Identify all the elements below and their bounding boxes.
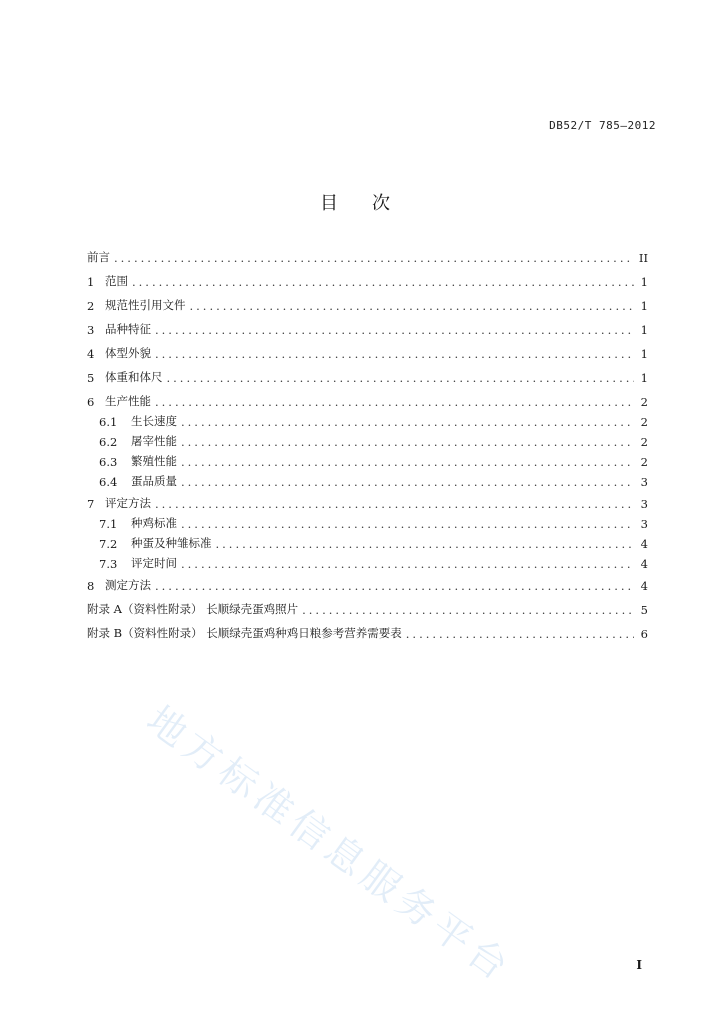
toc-entry-number: 6.1: [99, 415, 118, 429]
leader-dots: [181, 435, 634, 449]
leader-dots: [155, 497, 634, 511]
toc-entry-page: 6: [640, 627, 648, 641]
toc-entry-label: 屠宰性能: [131, 434, 177, 448]
toc-entry-label: 生产性能: [105, 394, 151, 408]
table-of-contents: [87, 247, 648, 647]
toc-entry-3[interactable]: [87, 319, 648, 337]
toc-entry-appendix-b[interactable]: [87, 623, 648, 641]
toc-title: 目次: [320, 193, 424, 214]
toc-entry-page: 4: [640, 579, 648, 593]
toc-entry-7-1[interactable]: [87, 515, 648, 531]
toc-entry-number: 3: [87, 323, 95, 337]
leader-dots: [155, 579, 634, 593]
toc-entry-6-1[interactable]: [87, 413, 648, 429]
toc-entry-label: 品种特征: [105, 322, 151, 336]
toc-entry-number: 6: [87, 395, 95, 409]
toc-entry-page: 3: [640, 497, 648, 511]
toc-entry-foreword[interactable]: [87, 247, 648, 265]
toc-entry-page: II: [638, 251, 648, 265]
leader-dots: [302, 603, 634, 617]
toc-entry-label: 种蛋及种雏标准: [131, 536, 212, 550]
toc-entry-number: 7.2: [99, 537, 118, 551]
leader-dots: [181, 557, 634, 571]
toc-entry-label: 生长速度: [131, 414, 177, 428]
leader-dots: [406, 627, 634, 641]
toc-entry-5[interactable]: [87, 367, 648, 385]
toc-entry-label: 评定方法: [105, 496, 151, 510]
toc-entry-page: 1: [640, 299, 648, 313]
toc-entry-label: 繁殖性能: [131, 454, 177, 468]
toc-entry-page: 3: [640, 517, 648, 531]
toc-entry-number: 8: [87, 579, 95, 593]
toc-entry-number: 6.3: [99, 455, 118, 469]
leader-dots: [155, 323, 634, 337]
toc-entry-page: 2: [640, 435, 648, 449]
leader-dots: [132, 275, 634, 289]
toc-entry-number: 4: [87, 347, 95, 361]
toc-entry-page: 2: [640, 395, 648, 409]
toc-entry-label: 种鸡标准: [131, 516, 177, 530]
leader-dots: [216, 537, 635, 551]
toc-entry-page: 1: [640, 371, 648, 385]
toc-entry-7-2[interactable]: [87, 535, 648, 551]
toc-entry-page: 3: [640, 475, 648, 489]
toc-entry-1[interactable]: [87, 271, 648, 289]
toc-entry-number: 6.2: [99, 435, 118, 449]
toc-entry-7[interactable]: [87, 493, 648, 511]
leader-dots: [181, 475, 634, 489]
toc-entry-page: 1: [640, 347, 648, 361]
toc-entry-label: 附录 A（资料性附录） 长顺绿壳蛋鸡照片: [87, 602, 299, 616]
toc-entry-appendix-a[interactable]: [87, 599, 648, 617]
toc-entry-label: 前言: [87, 250, 110, 264]
leader-dots: [181, 517, 634, 531]
toc-entry-label: 体重和体尺: [105, 370, 163, 384]
toc-entry-number: 5: [87, 371, 95, 385]
toc-entry-2[interactable]: [87, 295, 648, 313]
toc-entry-6[interactable]: [87, 391, 648, 409]
toc-entry-label: 体型外貌: [105, 346, 151, 360]
toc-entry-page: 1: [640, 275, 648, 289]
toc-entry-6-3[interactable]: [87, 453, 648, 469]
page-number: I: [636, 958, 642, 972]
toc-entry-7-3[interactable]: [87, 555, 648, 571]
toc-entry-label: 规范性引用文件: [105, 298, 186, 312]
toc-entry-page: 1: [640, 323, 648, 337]
toc-entry-page: 4: [640, 557, 648, 571]
toc-entry-number: 2: [87, 299, 95, 313]
toc-entry-label: 评定时间: [131, 556, 177, 570]
toc-entry-label: 范围: [105, 274, 128, 288]
toc-entry-8[interactable]: [87, 575, 648, 593]
leader-dots: [181, 455, 634, 469]
leader-dots: [190, 299, 635, 313]
leader-dots: [155, 347, 634, 361]
toc-entry-4[interactable]: [87, 343, 648, 361]
watermark: 地方标准信息服务平台: [138, 697, 521, 992]
toc-entry-number: 6.4: [99, 475, 118, 489]
leader-dots: [181, 415, 634, 429]
document-code: DB52/T 785—2012: [549, 119, 656, 132]
toc-entry-page: 4: [640, 537, 648, 551]
toc-entry-number: 7: [87, 497, 95, 511]
toc-entry-label: 附录 B（资料性附录） 长顺绿壳蛋鸡种鸡日粮参考营养需要表: [87, 626, 402, 640]
leader-dots: [167, 371, 635, 385]
leader-dots: [114, 251, 634, 265]
toc-entry-page: 2: [640, 415, 648, 429]
toc-entry-6-4[interactable]: [87, 473, 648, 489]
toc-entry-label: 蛋品质量: [131, 474, 177, 488]
toc-entry-label: 测定方法: [105, 578, 151, 592]
toc-entry-6-2[interactable]: [87, 433, 648, 449]
toc-entry-number: 7.3: [99, 557, 118, 571]
toc-entry-number: 7.1: [99, 517, 118, 531]
toc-entry-page: 5: [640, 603, 648, 617]
toc-entry-number: 1: [87, 275, 95, 289]
toc-entry-page: 2: [640, 455, 648, 469]
leader-dots: [155, 395, 634, 409]
